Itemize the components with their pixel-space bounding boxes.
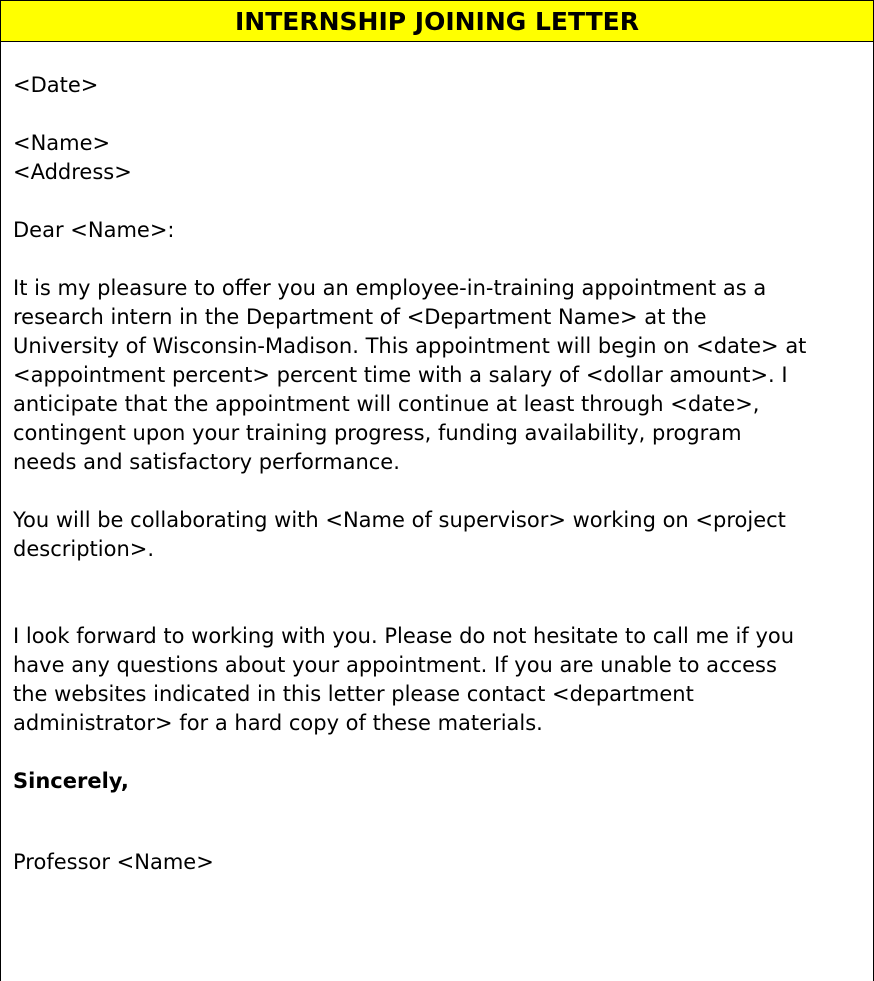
- paragraph-line: It is my pleasure to offer you an employee-in-training appointment as a: [13, 276, 767, 300]
- date-line: <Date>: [13, 73, 99, 97]
- recipient-name: <Name>: [13, 131, 111, 155]
- paragraph-line: anticipate that the appointment will continue at least through <date>,: [13, 392, 760, 416]
- paragraph-line: University of Wisconsin-Madison. This appointment will begin on <date> at: [13, 334, 807, 358]
- paragraph-line: the websites indicated in this letter please contact <department: [13, 682, 694, 706]
- paragraph-closing: [13, 622, 863, 738]
- paragraph-line: contingent upon your training progress, funding availability, program: [13, 421, 742, 445]
- paragraph-line: You will be collaborating with <Name of supervisor> working on <project: [13, 508, 786, 532]
- letter-body: [13, 71, 863, 877]
- paragraph-offer: [13, 274, 863, 477]
- closing: Sincerely,: [13, 769, 129, 793]
- title-banner: [1, 1, 873, 42]
- paragraph-line: research intern in the Department of <Department Name> at the: [13, 305, 707, 329]
- page-title: INTERNSHIP JOINING LETTER: [234, 6, 640, 36]
- paragraph-supervisor: [13, 506, 863, 564]
- paragraph-line: administrator> for a hard copy of these materials.: [13, 711, 543, 735]
- paragraph-line: have any questions about your appointment. If you are unable to access: [13, 653, 777, 677]
- salutation: Dear <Name>:: [13, 218, 175, 242]
- paragraph-line: I look forward to working with you. Please do not hesitate to call me if you: [13, 624, 795, 648]
- recipient-address: <Address>: [13, 160, 132, 184]
- paragraph-line: description>.: [13, 537, 155, 561]
- paragraph-line: <appointment percent> percent time with a salary of <dollar amount>. I: [13, 363, 788, 387]
- signature: Professor <Name>: [13, 850, 214, 874]
- paragraph-line: needs and satisfactory performance.: [13, 450, 400, 474]
